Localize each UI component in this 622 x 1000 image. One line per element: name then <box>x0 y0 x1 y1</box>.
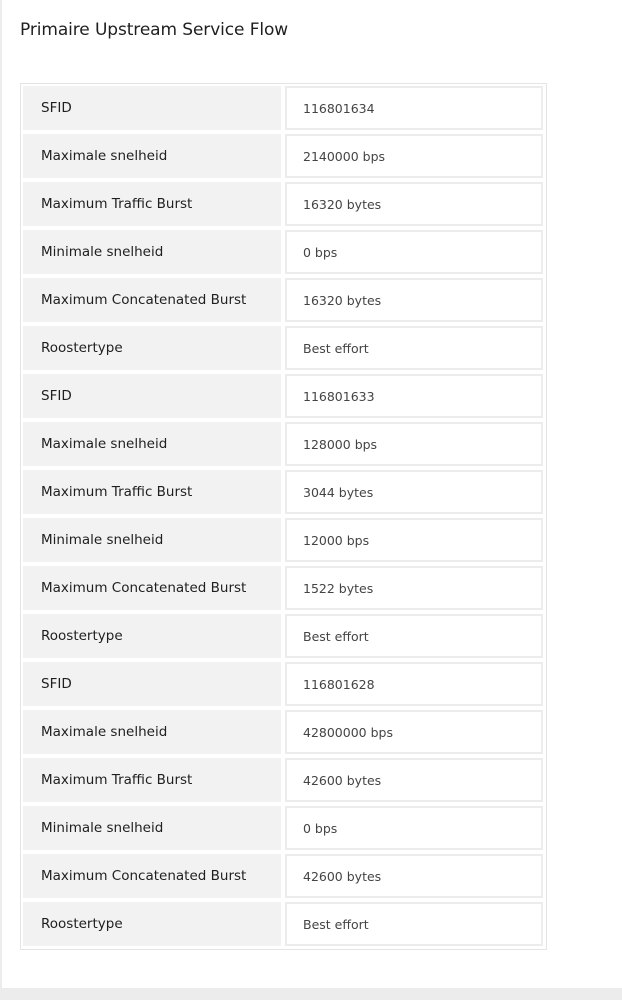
row-value: 42600 bytes <box>285 758 543 802</box>
row-value: 0 bps <box>285 806 543 850</box>
table-row <box>23 134 543 178</box>
table-row <box>23 518 543 562</box>
row-label: Minimale snelheid <box>23 230 281 274</box>
page-title: Primaire Upstream Service Flow <box>20 20 289 40</box>
row-label: Maximum Concatenated Burst <box>23 278 281 322</box>
table-row <box>23 86 543 130</box>
service-flow-table-body <box>23 86 543 946</box>
row-value: 42600 bytes <box>285 854 543 898</box>
row-label: Roostertype <box>23 326 281 370</box>
row-label: Minimale snelheid <box>23 518 281 562</box>
row-value: 3044 bytes <box>285 470 543 514</box>
row-value: Best effort <box>285 614 543 658</box>
row-label: Maximum Traffic Burst <box>23 470 281 514</box>
table-row <box>23 806 543 850</box>
table-row <box>23 230 543 274</box>
row-value: 116801634 <box>285 86 543 130</box>
row-label: Maximale snelheid <box>23 134 281 178</box>
table-row <box>23 758 543 802</box>
row-label: Minimale snelheid <box>23 806 281 850</box>
row-label: SFID <box>23 86 281 130</box>
table-row <box>23 278 543 322</box>
row-label: Maximum Traffic Burst <box>23 182 281 226</box>
table-row <box>23 710 543 754</box>
table-row <box>23 422 543 466</box>
row-label: Maximale snelheid <box>23 710 281 754</box>
row-value: 12000 bps <box>285 518 543 562</box>
row-label: Maximum Concatenated Burst <box>23 566 281 610</box>
table-row <box>23 374 543 418</box>
row-label: SFID <box>23 662 281 706</box>
table-row <box>23 662 543 706</box>
service-flow-table-container <box>20 83 547 950</box>
row-value: 42800000 bps <box>285 710 543 754</box>
table-row <box>23 854 543 898</box>
service-flow-panel <box>2 0 622 988</box>
row-value: 116801633 <box>285 374 543 418</box>
table-row <box>23 566 543 610</box>
table-row <box>23 470 543 514</box>
row-value: 128000 bps <box>285 422 543 466</box>
row-value: Best effort <box>285 326 543 370</box>
row-label: Maximum Concatenated Burst <box>23 854 281 898</box>
row-value: 116801628 <box>285 662 543 706</box>
row-value: 2140000 bps <box>285 134 543 178</box>
row-value: Best effort <box>285 902 543 946</box>
row-value: 16320 bytes <box>285 182 543 226</box>
row-label: Roostertype <box>23 902 281 946</box>
table-row <box>23 902 543 946</box>
row-label: Maximum Traffic Burst <box>23 758 281 802</box>
row-value: 16320 bytes <box>285 278 543 322</box>
row-label: Maximale snelheid <box>23 422 281 466</box>
row-value: 1522 bytes <box>285 566 543 610</box>
table-row <box>23 326 543 370</box>
service-flow-table <box>23 82 543 950</box>
row-value: 0 bps <box>285 230 543 274</box>
row-label: Roostertype <box>23 614 281 658</box>
row-label: SFID <box>23 374 281 418</box>
table-row <box>23 614 543 658</box>
table-row <box>23 182 543 226</box>
